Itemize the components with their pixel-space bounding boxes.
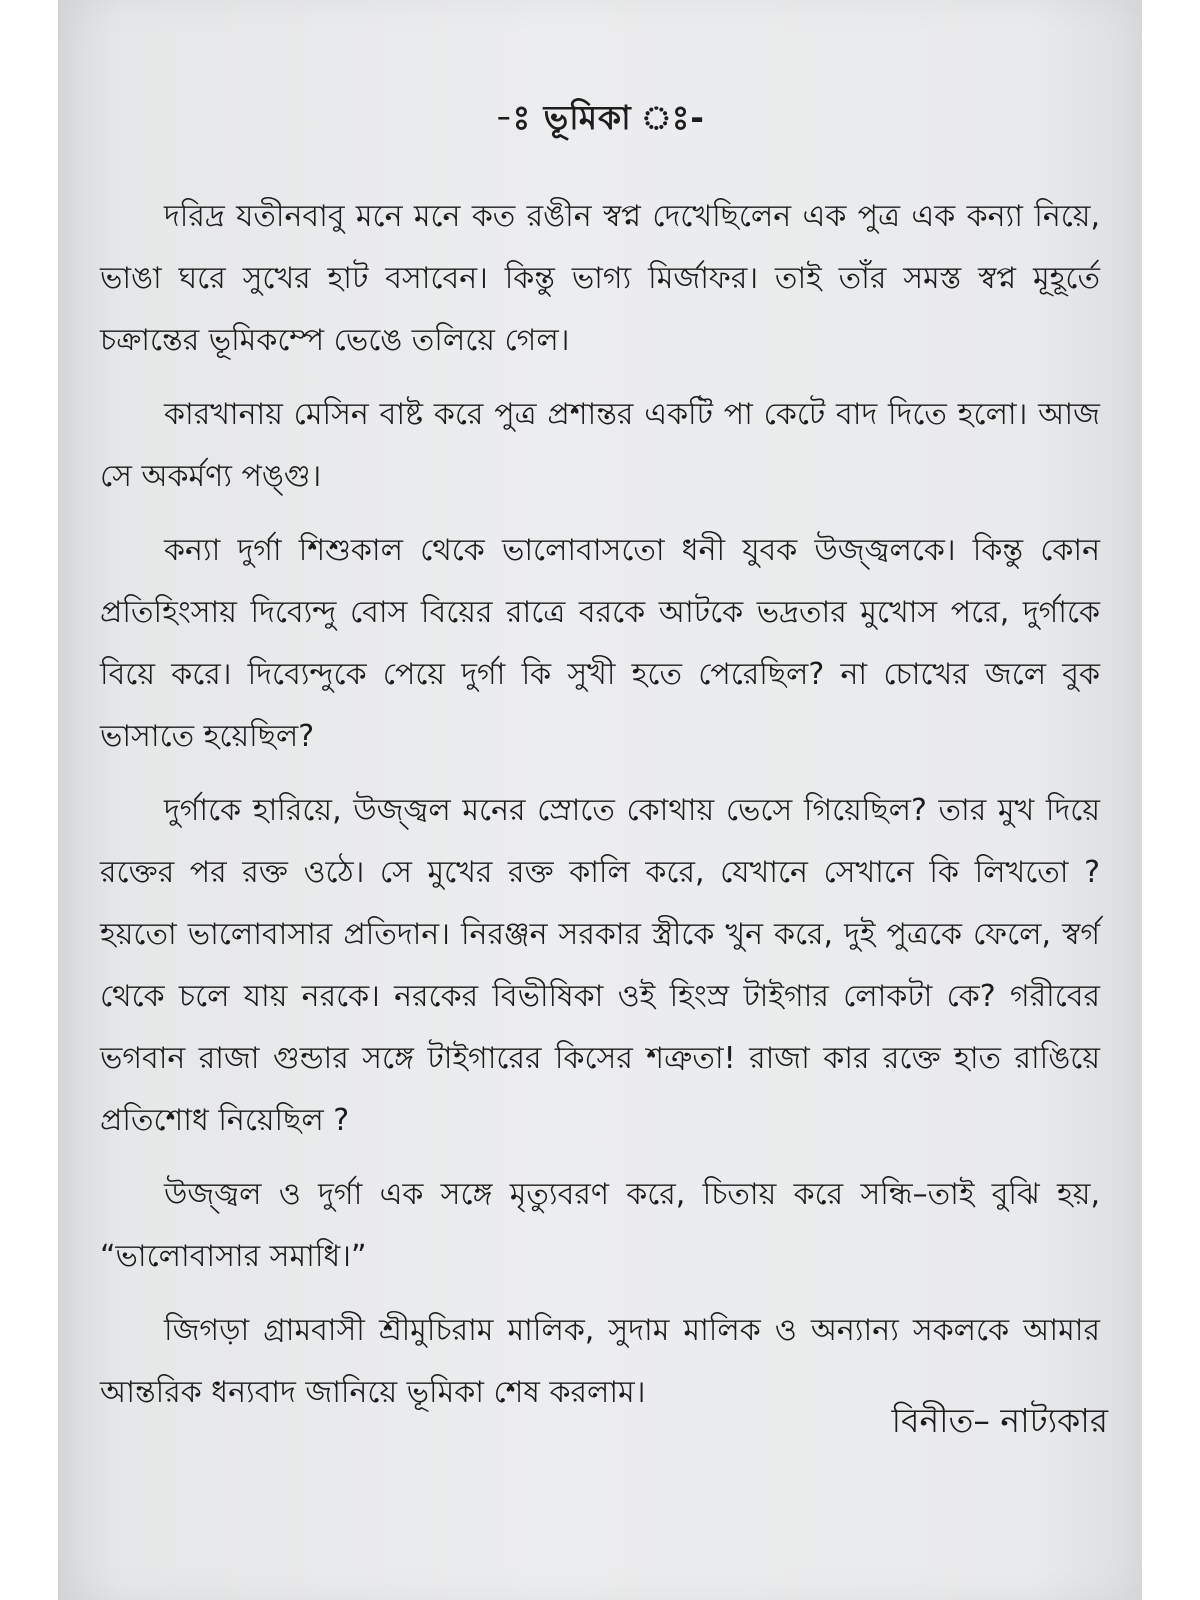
paragraph-5: উজ্জ্বল ও দুর্গা এক সঙ্গে মৃত্যুবরণ করে, চিতায় করে সন্ধি–তাই বুঝি হয়, “ভালোবাসার সমাধি।” (100, 1177, 1100, 1274)
paragraph-2: কারখানায় মেসিন বাষ্ট করে পুত্র প্রশান্তর একটি পা কেটে বাদ দিতে হলো। আজ সে অকর্মণ্য পঙ্গু। (100, 397, 1100, 494)
page-title: -ঃ ভূমিকা ঃ- (494, 98, 706, 137)
preface-body (100, 186, 1100, 1436)
paragraph-4: দুর্গাকে হারিয়ে, উজ্জ্বল মনের স্রোতে কোথায় ভেসে গিয়েছিল? তার মুখ দিয়ে রক্তের পর রক্ত ওঠে। সে মুখের রক্ত কালি করে, যেখানে সেখানে কি লিখতো ? হয়তো ভালোবাসার প্রতিদান। নিরঞ্জন সরকার স্ত্রীকে খুন করে, দুই পুত্রকে ফেলে, স্বর্গ থেকে চলে যায় নরকে। নরকের বিভীষিকা ওই হিংস্র টাইগার লোকটা কে? গরীবের ভগবান রাজা গুন্ডার সঙ্গে টাইগারের কিসের শত্রুতা! রাজা কার রক্তে হাত রাঙিয়ে প্রতিশোধ নিয়েছিল ? (100, 793, 1100, 1138)
book-page (58, 0, 1142, 1600)
author-signature: বিনীত– নাট্যকার (891, 1401, 1108, 1440)
paragraph-1: দরিদ্র যতীনবাবু মনে মনে কত রঙীন স্বপ্ন দেখেছিলেন এক পুত্র এক কন্যা নিয়ে, ভাঙা ঘরে সুখের হাট বসাবেন। কিন্তু ভাগ্য মির্জাফর। তাই তাঁর সমস্ত স্বপ্ন মূহূর্তে চক্রান্তের ভূমিকম্পে ভেঙে তলিয়ে গেল। (100, 199, 1100, 358)
paragraph-6: জিগড়া গ্রামবাসী শ্রীমুচিরাম মালিক, সুদাম মালিক ও অন্যান্য সকলকে আমার আন্তরিক ধন্যবাদ জানিয়ে ভূমিকা শেষ করলাম। (100, 1313, 1100, 1410)
paragraph-3: কন্যা দুর্গা শিশুকাল থেকে ভালোবাসতো ধনী যুবক উজ্জ্বলকে। কিন্তু কোন প্রতিহিংসায় দিব্যেন্দু বোস বিয়ের রাত্রে বরকে আটকে ভদ্রতার মুখোস পরে, দুর্গাকে বিয়ে করে। দিব্যেন্দুকে পেয়ে দুর্গা কি সুখী হতে পেরেছিল? না চোখের জলে বুক ভাসাতে হয়েছিল? (100, 533, 1100, 754)
